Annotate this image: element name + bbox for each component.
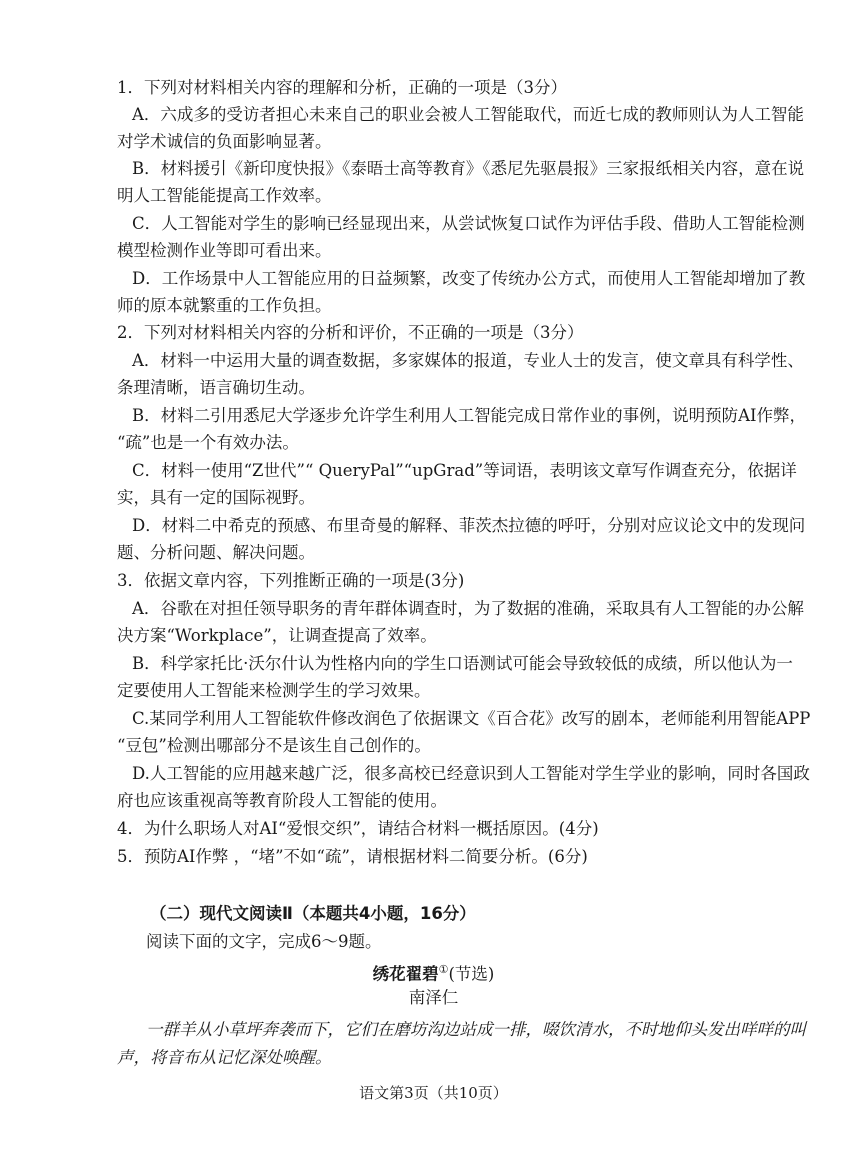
q3-option-b-cont: 定要使用人工智能来检测学生的学习效果。	[117, 681, 431, 700]
q3-option-a: A．谷歌在对担任领导职务的青年群体调查时，为了数据的准确，采取具有人工智能的办公解	[132, 599, 804, 618]
q2-option-a-cont: 条理清晰，语言确切生动。	[117, 378, 315, 397]
q1-option-b-cont: 明人工智能能提高工作效率。	[117, 186, 332, 205]
passage-author: 南泽仁	[408, 988, 459, 1007]
q3-option-a-cont: 决方案“Workplace”，让调查提高了效率。	[117, 626, 437, 645]
q3-option-c-cont: “豆包”检测出哪部分不是该生自己创作的。	[117, 736, 431, 755]
passage-title	[0, 959, 867, 986]
q4-question: 4．为什么职场人对AI“爱恨交织”，请结合材料一概括原因。(4分)	[117, 819, 599, 838]
q5-question: 5．预防AI作弊 ，“堵”不如“疏”，请根据材料二简要分析。(6分)	[117, 847, 588, 866]
passage-paragraph-1: 一群羊从小草坪奔袭而下，它们在磨坊沟边站成一排，啜饮清水，不时地仰头发出咩咩的叫	[146, 1020, 806, 1039]
q1-option-c-cont: 模型检测作业等即可看出来。	[117, 241, 332, 260]
q2-stem: 2．下列对材料相关内容的分析和评价，不正确的一项是（3分）	[117, 323, 584, 342]
passage-paragraph-1-cont: 声，将音布从记忆深处唤醒。	[117, 1048, 332, 1067]
q1-option-a: A．六成多的受访者担心未来自己的职业会被人工智能取代，而近七成的教师则认为人工智能	[132, 105, 804, 124]
q2-option-c: C．材料一使用“Z世代”“ QueryPal”“upGrad”等词语，表明该文章写作调查充分，依据详	[132, 461, 797, 480]
q3-option-b: B．科学家托比·沃尔什认为性格内向的学生口语测试可能会导致较低的成绩，所以他认为一	[132, 654, 793, 673]
q1-option-d: D．工作场景中人工智能应用的日益频繁，改变了传统办公方式，而使用人工智能却增加了教	[132, 269, 806, 288]
section-instruction: 阅读下面的文字，完成6～9题。	[146, 932, 382, 951]
q3-option-d-cont: 府也应该重视高等教育阶段人工智能的使用。	[117, 791, 447, 810]
q2-option-c-cont: 实，具有一定的国际视野。	[117, 488, 315, 507]
q3-option-c: C.某同学利用人工智能软件修改润色了依据课文《百合花》改写的剧本，老师能利用智能APP	[132, 709, 811, 728]
q2-option-d: D．材料二中希克的预感、布里奇曼的解释、菲茨杰拉德的呼吁，分别对应议论文中的发现问	[132, 516, 806, 535]
q1-option-c: C．人工智能对学生的影响已经显现出来，从尝试恢复口试作为评估手段、借助人工智能检测	[132, 214, 805, 233]
q3-option-d: D.人工智能的应用越来越广泛，很多高校已经意识到人工智能对学生学业的影响，同时各国政	[132, 764, 810, 783]
q2-option-d-cont: 题、分析问题、解决问题。	[117, 543, 315, 562]
q1-option-d-cont: 师的原本就繁重的工作负担。	[117, 296, 332, 315]
section-heading: （二）现代文阅读Ⅱ（本题共4小题，16分）	[150, 904, 476, 923]
q2-option-b-cont: “疏”也是一个有效办法。	[117, 433, 299, 452]
q1-option-a-cont: 对学术诚信的负面影响显著。	[117, 132, 332, 151]
passage-title-text: 绣花翟碧	[372, 964, 439, 984]
q3-stem: 3．依据文章内容，下列推断正确的一项是(3分)	[117, 571, 465, 590]
q2-option-b: B．材料二引用悉尼大学逐步允许学生利用人工智能完成日常作业的事例，说明预防AI作弊，	[132, 406, 807, 425]
q2-option-a: A．材料一中运用大量的调查数据，多家媒体的报道，专业人士的发言，使文章具有科学性、	[132, 351, 804, 370]
footnote-mark: ①	[438, 963, 449, 976]
q1-stem: 1．下列对材料相关内容的理解和分析，正确的一项是（3分）	[117, 78, 567, 97]
passage-subtitle: (节选)	[448, 964, 495, 984]
q1-option-b: B．材料援引《新印度快报》《泰晤士高等教育》《悉尼先驱晨报》三家报纸相关内容，意在说	[132, 159, 805, 178]
page-footer: 语文第3页（共10页）	[359, 1084, 508, 1102]
